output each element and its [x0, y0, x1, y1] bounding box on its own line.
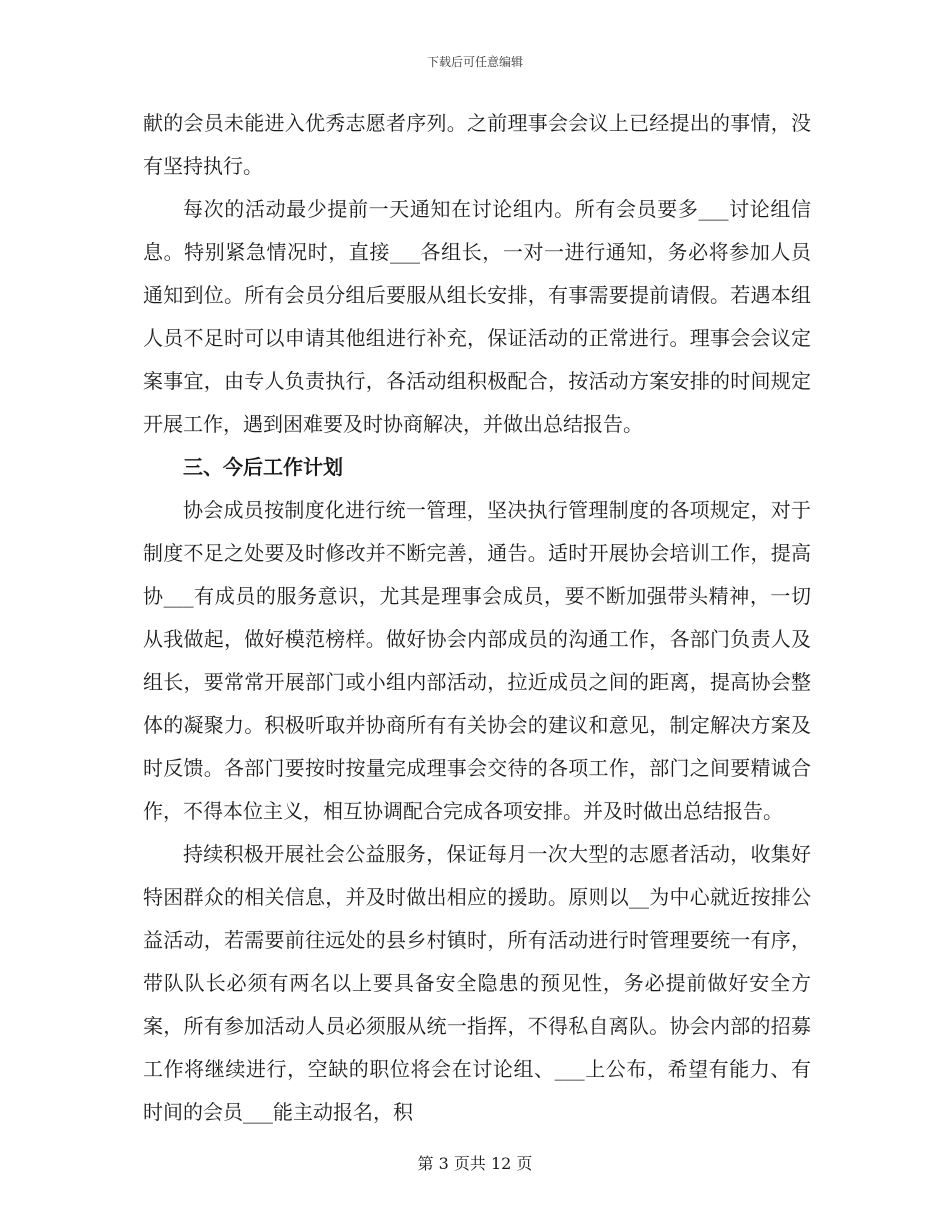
- paragraph-public-service: 持续积极开展社会公益服务，保证每月一次大型的志愿者活动，收集好特困群众的相关信息，并及时做出相应的援助。原则以__为中心就近按排公益活动，若需要前往远处的县乡村镇时，所有活动进行时管理要统一有序，带队队长必须有两名以上要具备安全隐患的预见性，务必提前做好安全方案，所有参加活动人员必须服从统一指挥，不得私自离队。协会内部的招募工作将继续进行，空缺的职位将会在讨论组、___上公布，希望有能力、有时间的会员___能主动报名，积: [143, 842, 811, 1124]
- page-header: 下载后可任意编辑: [426, 55, 523, 69]
- paragraph-management: 协会成员按制度化进行统一管理，坚决执行管理制度的各项规定，对于制度不足之处要及时修改并不断完善，通告。适时开展协会培训工作，提高协___有成员的服务意识，尤其是理事会成员，要不断加强带头精神，一切从我做起，做好模范榜样。做好协会内部成员的沟通工作，各部门负责人及组长，要常常开展部门或小组内部活动，拉近成员之间的距离，提高协会整体的凝聚力。积极听取并协商所有有关协会的建议和意见，制定解决方案及时反馈。各部门要按时按量完成理事会交待的各项工作，部门之间要精诚合作，不得本位主义，相互协调配合完成各项安排。并及时做出总结报告。: [143, 498, 811, 823]
- page-footer: 第 3 页共 12 页: [417, 1154, 533, 1173]
- paragraph-continued: 献的会员未能进入优秀志愿者序列。之前理事会会议上已经提出的事情，没有坚持执行。: [143, 111, 811, 178]
- section-heading-future-plan: 三、今后工作计划: [183, 455, 343, 479]
- document-body: [143, 102, 811, 1134]
- paragraph-activity-notice: 每次的活动最少提前一天通知在讨论组内。所有会员要多___讨论组信息。特别紧急情况时，直接___各组长，一对一进行通知，务必将参加人员通知到位。所有会员分组后要服从组长安排，有事需要提前请假。若遇本组人员不足时可以申请其他组进行补充，保证活动的正常进行。理事会会议定案事宜，由专人负责执行，各活动组积极配合，按活动方案安排的时间规定开展工作，遇到困难要及时协商解决，并做出总结报告。: [143, 197, 811, 436]
